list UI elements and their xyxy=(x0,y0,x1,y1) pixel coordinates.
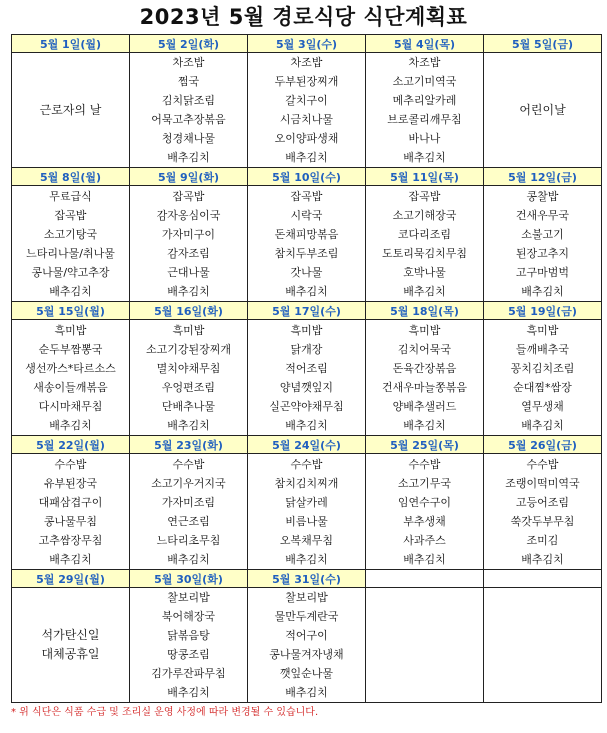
menu-item: 흑미밥 xyxy=(526,323,559,337)
day-menu xyxy=(130,320,248,436)
date-header: 5월 29일(월) xyxy=(12,570,130,588)
menu-item: 흑미밥 xyxy=(54,323,87,337)
menu-item: 근대나물 xyxy=(167,265,210,279)
menu-item: 배추김치 xyxy=(167,686,210,699)
date-header: 5월 8일(월) xyxy=(12,168,130,186)
menu-item: 감자옹심이국 xyxy=(156,208,221,222)
menu-item: 참치김치찌개 xyxy=(274,476,339,490)
menu-item: 호박나물 xyxy=(403,265,446,279)
menu-item: 고구마범벅 xyxy=(515,265,570,279)
date-row xyxy=(12,168,602,186)
menu-item: 소고기해장국 xyxy=(392,208,457,222)
menu-item: 돈육간장볶음 xyxy=(392,361,457,375)
menu-item: 조미김 xyxy=(526,533,559,547)
menu-item: 배추김치 xyxy=(49,552,92,566)
date-header: 5월 16일(화) xyxy=(130,302,248,320)
date-header: 5월 26일(금) xyxy=(484,436,602,454)
day-menu xyxy=(248,454,366,570)
menu-item: 배추김치 xyxy=(521,418,564,432)
date-header: 5월 10일(수) xyxy=(248,168,366,186)
date-header: 5월 1일(월) xyxy=(12,35,130,53)
menu-row xyxy=(12,53,602,168)
menu-item: 코다리조림 xyxy=(397,227,452,241)
menu-item: 찰보리밥 xyxy=(167,591,210,604)
date-header: 5월 11일(목) xyxy=(366,168,484,186)
date-header: 5월 31일(수) xyxy=(248,570,366,588)
menu-item: 무료급식 xyxy=(49,189,92,203)
menu-item: 쑥갓두부무침 xyxy=(510,514,575,528)
menu-item: 배추김치 xyxy=(403,552,446,566)
menu-item: 잡곡밥 xyxy=(172,189,205,203)
menu-item: 물만두계란국 xyxy=(274,610,339,623)
menu-item: 배추김치 xyxy=(167,552,210,566)
holiday-label: 대체공휴일 xyxy=(41,647,100,661)
date-header: 5월 22일(월) xyxy=(12,436,130,454)
menu-item: 시금치나물 xyxy=(279,113,334,126)
menu-item: 임연수구이 xyxy=(397,495,452,509)
menu-item: 콩나물겨자냉채 xyxy=(269,648,344,661)
menu-item: 바나나 xyxy=(408,132,441,145)
date-row xyxy=(12,35,602,53)
menu-item: 흑미밥 xyxy=(172,323,205,337)
day-menu xyxy=(12,320,130,436)
day-menu xyxy=(484,454,602,570)
menu-item: 순대찜*쌈장 xyxy=(513,380,572,394)
menu-item: 가자미구이 xyxy=(161,227,216,241)
menu-item: 소고기미역국 xyxy=(392,75,457,88)
menu-item: 순두부짬뽕국 xyxy=(38,342,103,356)
date-header: 5월 25일(목) xyxy=(366,436,484,454)
day-menu xyxy=(12,186,130,302)
menu-item: 생선까스*타르소스 xyxy=(25,361,116,375)
menu-item: 배추김치 xyxy=(167,418,210,432)
date-header: 5월 12일(금) xyxy=(484,168,602,186)
menu-item: 참치두부조림 xyxy=(274,246,339,260)
menu-item: 콩찰밥 xyxy=(526,189,559,203)
menu-item: 열무생채 xyxy=(521,399,564,413)
day-menu xyxy=(248,186,366,302)
menu-item: 콩나물무침 xyxy=(43,514,98,528)
date-row xyxy=(12,570,602,588)
date-row xyxy=(12,436,602,454)
menu-item: 김치어묵국 xyxy=(397,342,452,356)
day-menu xyxy=(484,53,602,168)
day-menu xyxy=(12,454,130,570)
menu-item: 수수밥 xyxy=(290,457,323,471)
footnote: * 위 식단은 식품 수급 및 조리실 운영 사정에 따라 변경될 수 있습니다. xyxy=(11,707,319,718)
menu-item: 청경채나물 xyxy=(161,132,216,145)
menu-item: 실곤약야채무침 xyxy=(269,399,344,413)
menu-item: 멸치야채무침 xyxy=(156,361,221,375)
menu-item: 배추김치 xyxy=(285,151,328,164)
menu-item: 브로콜리깨무침 xyxy=(387,113,462,126)
menu-item: 고등어조림 xyxy=(515,495,570,509)
menu-item: 김치닭조림 xyxy=(161,94,216,107)
menu-item: 적어조림 xyxy=(285,361,328,375)
menu-item: 비름나물 xyxy=(285,514,328,528)
menu-item: 배추김치 xyxy=(521,284,564,298)
date-header: 5월 19일(금) xyxy=(484,302,602,320)
menu-item: 건새우마늘쫑볶음 xyxy=(381,380,467,394)
menu-item: 고추쌈장무침 xyxy=(38,533,103,547)
day-menu xyxy=(130,588,248,703)
menu-row xyxy=(12,454,602,570)
date-header: 5월 5일(금) xyxy=(484,35,602,53)
menu-item: 느타리나물/취나물 xyxy=(26,246,115,260)
menu-row xyxy=(12,186,602,302)
menu-item: 배추김치 xyxy=(285,552,328,566)
menu-item: 두부된장찌개 xyxy=(274,75,339,88)
menu-item: 다시마채무침 xyxy=(38,399,103,413)
date-row xyxy=(12,302,602,320)
menu-item: 콩나물/약고추장 xyxy=(31,265,110,279)
menu-item: 도토리묵김치무침 xyxy=(381,246,467,260)
menu-item: 소고기탕국 xyxy=(43,227,98,241)
menu-item: 김가루잔파무침 xyxy=(151,667,226,680)
menu-item: 배추김치 xyxy=(167,284,210,298)
menu-item: 수수밥 xyxy=(408,457,441,471)
day-menu xyxy=(366,454,484,570)
date-header: 5월 4일(목) xyxy=(366,35,484,53)
holiday-label: 어린이날 xyxy=(519,102,566,117)
date-header: 5월 2일(화) xyxy=(130,35,248,53)
menu-item: 건새우무국 xyxy=(515,208,570,222)
menu-item: 쩜국 xyxy=(177,75,200,88)
holiday-label: 석가탄신일 xyxy=(41,628,100,642)
day-menu xyxy=(366,53,484,168)
menu-item: 잡곡밥 xyxy=(54,208,87,222)
menu-item: 닭볶음탕 xyxy=(167,629,210,642)
day-menu xyxy=(248,53,366,168)
menu-item: 깻잎순나물 xyxy=(279,667,334,680)
menu-table xyxy=(11,34,602,703)
day-menu xyxy=(12,588,130,703)
menu-item: 배추김치 xyxy=(285,686,328,699)
menu-item: 흑미밥 xyxy=(290,323,323,337)
empty-cell xyxy=(484,588,602,703)
menu-item: 소고기무국 xyxy=(397,476,452,490)
day-menu xyxy=(130,53,248,168)
date-header: 5월 18일(목) xyxy=(366,302,484,320)
menu-item: 잡곡밥 xyxy=(290,189,323,203)
menu-item: 수수밥 xyxy=(172,457,205,471)
menu-item: 느타리초무침 xyxy=(156,533,221,547)
menu-item: 잡곡밥 xyxy=(408,189,441,203)
menu-item: 배추김치 xyxy=(403,418,446,432)
date-header: 5월 9일(화) xyxy=(130,168,248,186)
menu-item: 오이양파생채 xyxy=(274,132,339,145)
menu-item: 수수밥 xyxy=(54,457,87,471)
menu-item: 찰보리밥 xyxy=(285,591,328,604)
menu-row xyxy=(12,320,602,436)
day-menu xyxy=(130,186,248,302)
menu-item: 흑미밥 xyxy=(408,323,441,337)
menu-item: 갈치구이 xyxy=(285,94,328,107)
menu-item: 새송이들깨볶음 xyxy=(33,380,108,394)
menu-item: 적어구이 xyxy=(285,629,328,642)
date-header: 5월 24일(수) xyxy=(248,436,366,454)
day-menu xyxy=(130,454,248,570)
empty-cell xyxy=(366,570,484,588)
menu-item: 닭살카레 xyxy=(285,495,328,509)
menu-item: 된장고추지 xyxy=(515,246,570,260)
menu-item: 소고기우거지국 xyxy=(151,476,226,490)
holiday-label: 근로자의 날 xyxy=(39,102,102,117)
menu-item: 연근조림 xyxy=(167,514,210,528)
menu-item: 들깨배추국 xyxy=(515,342,570,356)
menu-item: 배추김치 xyxy=(49,284,92,298)
menu-item: 배추김치 xyxy=(167,151,210,164)
menu-item: 배추김치 xyxy=(49,418,92,432)
menu-item: 대패삼겹구이 xyxy=(38,495,103,509)
day-menu xyxy=(366,320,484,436)
menu-item: 배추김치 xyxy=(285,418,328,432)
menu-item: 어묵고추장볶음 xyxy=(151,113,226,126)
menu-item: 수수밥 xyxy=(526,457,559,471)
menu-item: 조랭이떡미역국 xyxy=(505,476,580,490)
menu-item: 양념깻잎지 xyxy=(279,380,334,394)
menu-item: 가자미조림 xyxy=(161,495,216,509)
menu-item: 땅콩조림 xyxy=(167,648,210,661)
menu-item: 돈채피망볶음 xyxy=(274,227,339,241)
menu-item: 북어해장국 xyxy=(161,610,216,623)
menu-item: 배추김치 xyxy=(521,552,564,566)
menu-item: 우엉편조림 xyxy=(161,380,216,394)
day-menu xyxy=(248,588,366,703)
day-menu xyxy=(12,53,130,168)
day-menu xyxy=(248,320,366,436)
date-header: 5월 23일(화) xyxy=(130,436,248,454)
empty-cell xyxy=(484,570,602,588)
menu-item: 소불고기 xyxy=(521,227,564,241)
menu-item: 단배추나물 xyxy=(161,399,216,413)
menu-item: 시락국 xyxy=(290,208,323,222)
day-menu xyxy=(484,186,602,302)
menu-item: 유부된장국 xyxy=(43,476,98,490)
date-header: 5월 17일(수) xyxy=(248,302,366,320)
day-menu xyxy=(366,186,484,302)
menu-item: 갓나물 xyxy=(290,265,323,279)
menu-item: 배추김치 xyxy=(403,151,446,164)
menu-item: 배추김치 xyxy=(403,284,446,298)
menu-item: 부추생채 xyxy=(403,514,446,528)
menu-item: 메추리알카레 xyxy=(392,94,457,107)
menu-item: 감자조림 xyxy=(167,246,210,260)
menu-row xyxy=(12,588,602,703)
menu-item: 배추김치 xyxy=(285,284,328,298)
empty-cell xyxy=(366,588,484,703)
menu-item: 꽁치김치조림 xyxy=(510,361,575,375)
date-header: 5월 15일(월) xyxy=(12,302,130,320)
menu-item: 오복채무침 xyxy=(279,533,334,547)
menu-item: 소고기강된장찌개 xyxy=(145,342,231,356)
day-menu xyxy=(484,320,602,436)
page-title: 2023년 5월 경로식당 식단계획표 xyxy=(139,5,468,29)
menu-item: 차조밥 xyxy=(290,56,323,69)
menu-item: 양배추샐러드 xyxy=(392,399,457,413)
menu-item: 차조밥 xyxy=(172,56,205,69)
menu-item: 닭개장 xyxy=(290,342,323,356)
date-header: 5월 3일(수) xyxy=(248,35,366,53)
date-header: 5월 30일(화) xyxy=(130,570,248,588)
menu-item: 사과주스 xyxy=(403,533,446,547)
menu-item: 차조밥 xyxy=(408,56,441,69)
